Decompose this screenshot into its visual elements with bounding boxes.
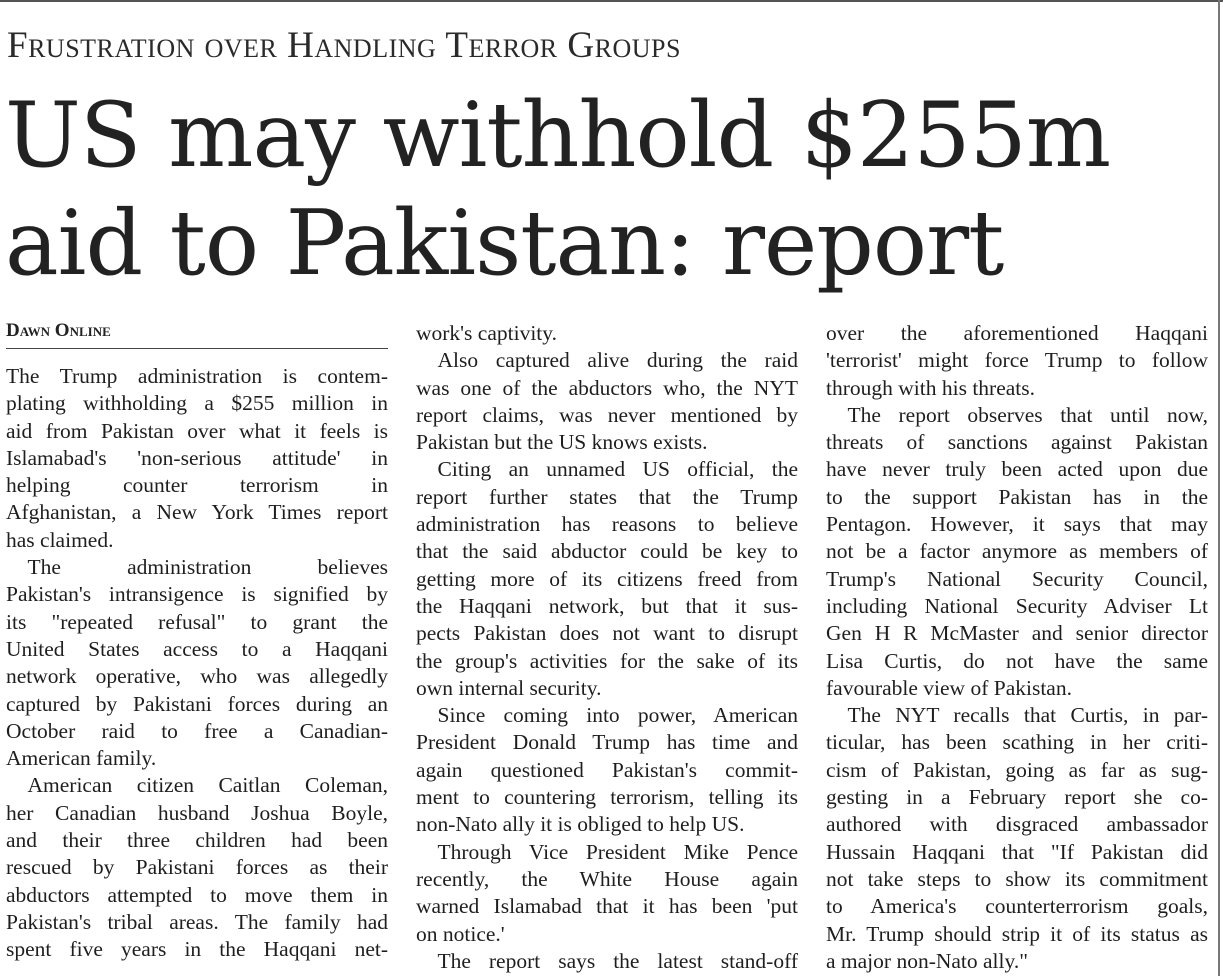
text-line: report claims, was never mentioned by bbox=[416, 402, 798, 427]
text-line: Pentagon. However, it says that may bbox=[826, 512, 1208, 537]
text-line: have never truly been acted upon due bbox=[826, 457, 1208, 482]
text-line: on notice.' bbox=[416, 921, 505, 946]
text-line: report further states that the Trump bbox=[416, 484, 798, 509]
text-line: The administration believes bbox=[6, 555, 388, 580]
text-line: threats of sanctions against Pakistan bbox=[826, 430, 1208, 455]
text-line: plating withholding a $255 million in bbox=[6, 391, 388, 416]
text-line: again questioned Pakistan's commit- bbox=[416, 757, 798, 782]
text-line: recently, the White House again bbox=[416, 866, 798, 891]
column-2-body bbox=[416, 320, 798, 975]
text-line: Mr. Trump should strip it of its status as bbox=[826, 921, 1208, 946]
byline: Dawn Online bbox=[6, 320, 388, 349]
text-line: The report says the latest stand-off bbox=[416, 948, 798, 973]
text-line: abductors attempted to move them in bbox=[6, 882, 388, 907]
text-line: Trump's National Security Council, bbox=[826, 566, 1208, 591]
text-line: helping counter terrorism in bbox=[6, 473, 388, 498]
article-column-3 bbox=[826, 320, 1208, 975]
text-line: Also captured alive during the raid bbox=[416, 348, 798, 373]
text-line: network operative, who was allegedly bbox=[6, 664, 388, 689]
text-line: The NYT recalls that Curtis, in par- bbox=[826, 703, 1208, 728]
text-line: own internal security. bbox=[416, 675, 602, 700]
column-1-body bbox=[6, 363, 388, 964]
text-line: not be a factor anymore as members of bbox=[826, 539, 1208, 564]
text-line: Pakistan but the US knows exists. bbox=[416, 430, 708, 455]
article-column-2 bbox=[416, 320, 798, 975]
text-line: non-Nato ally it is obliged to help US. bbox=[416, 812, 745, 837]
article-column-1 bbox=[6, 320, 388, 964]
text-line: favourable view of Pakistan. bbox=[826, 675, 1072, 700]
text-line: Pakistan's intransigence is signified by bbox=[6, 582, 388, 607]
text-line: spent five years in the Haqqani net- bbox=[6, 937, 388, 962]
text-line: and their three children had been bbox=[6, 828, 388, 853]
text-line: authored with disgraced ambassador bbox=[826, 812, 1208, 837]
text-line: gesting in a February report she co- bbox=[826, 785, 1208, 810]
text-line: was one of the abductors who, the NYT bbox=[416, 375, 798, 400]
text-line: through with his threats. bbox=[826, 375, 1036, 400]
top-rule bbox=[0, 0, 1223, 2]
text-line: including National Security Adviser Lt bbox=[826, 593, 1208, 618]
article-kicker: Frustration over Handling Terror Groups bbox=[7, 25, 681, 66]
text-line: not take steps to show its commitment bbox=[826, 866, 1208, 891]
text-line: her Canadian husband Joshua Boyle, bbox=[6, 800, 388, 825]
text-line: Islamabad's 'non-serious attitude' in bbox=[6, 445, 388, 470]
text-line: to the support Pakistan has in the bbox=[826, 484, 1208, 509]
text-line: American family. bbox=[6, 746, 157, 771]
text-line: Through Vice President Mike Pence bbox=[416, 839, 798, 864]
headline-line-1: US may withhold $255m bbox=[5, 83, 1111, 188]
right-rule bbox=[1218, 0, 1220, 976]
text-line: The report observes that until now, bbox=[826, 402, 1208, 427]
text-line: to America's counterterrorism goals, bbox=[826, 894, 1208, 919]
text-line: United States access to a Haqqani bbox=[6, 636, 388, 661]
text-line: Afghanistan, a New York Times report bbox=[6, 500, 388, 525]
text-line: warned Islamabad that it has been 'put bbox=[416, 894, 798, 919]
text-line: ticular, has been scathing in her criti- bbox=[826, 730, 1208, 755]
text-line: pects Pakistan does not want to disrupt bbox=[416, 621, 798, 646]
text-line: a major non-Nato ally." bbox=[826, 948, 1029, 973]
text-line: captured by Pakistani forces during an bbox=[6, 691, 388, 716]
text-line: Since coming into power, American bbox=[416, 703, 798, 728]
text-line: administration has reasons to believe bbox=[416, 512, 798, 537]
text-line: over the aforementioned Haqqani bbox=[826, 321, 1208, 345]
text-line: President Donald Trump has time and bbox=[416, 730, 798, 755]
text-line: that the said abductor could be key to bbox=[416, 539, 798, 564]
text-line: rescued by Pakistani forces as their bbox=[6, 855, 388, 880]
text-line: American citizen Caitlan Coleman, bbox=[6, 773, 388, 798]
text-line: Lisa Curtis, do not have the same bbox=[826, 648, 1208, 673]
text-line: work's captivity. bbox=[416, 321, 558, 345]
text-line: Hussain Haqqani that "If Pakistan did bbox=[826, 839, 1208, 864]
text-line: October raid to free a Canadian- bbox=[6, 718, 388, 743]
article-headline bbox=[5, 82, 1110, 298]
text-line: getting more of its citizens freed from bbox=[416, 566, 798, 591]
text-line: has claimed. bbox=[6, 527, 114, 552]
text-line: cism of Pakistan, going as far as sug- bbox=[826, 757, 1208, 782]
column-3-body bbox=[826, 320, 1208, 975]
text-line: 'terrorist' might force Trump to follow bbox=[826, 348, 1208, 373]
text-line: Citing an unnamed US official, the bbox=[416, 457, 798, 482]
text-line: the Haqqani network, but that it sus- bbox=[416, 593, 798, 618]
headline-line-2: aid to Pakistan: report bbox=[5, 191, 1004, 296]
text-line: its "repeated refusal" to grant the bbox=[6, 609, 388, 634]
text-line: ment to countering terrorism, telling its bbox=[416, 785, 798, 810]
text-line: aid from Pakistan over what it feels is bbox=[6, 418, 388, 443]
text-line: The Trump administration is contem- bbox=[6, 364, 388, 388]
text-line: Gen H R McMaster and senior director bbox=[826, 621, 1208, 646]
text-line: the group's activities for the sake of its bbox=[416, 648, 798, 673]
text-line: Pakistan's tribal areas. The family had bbox=[6, 909, 388, 934]
